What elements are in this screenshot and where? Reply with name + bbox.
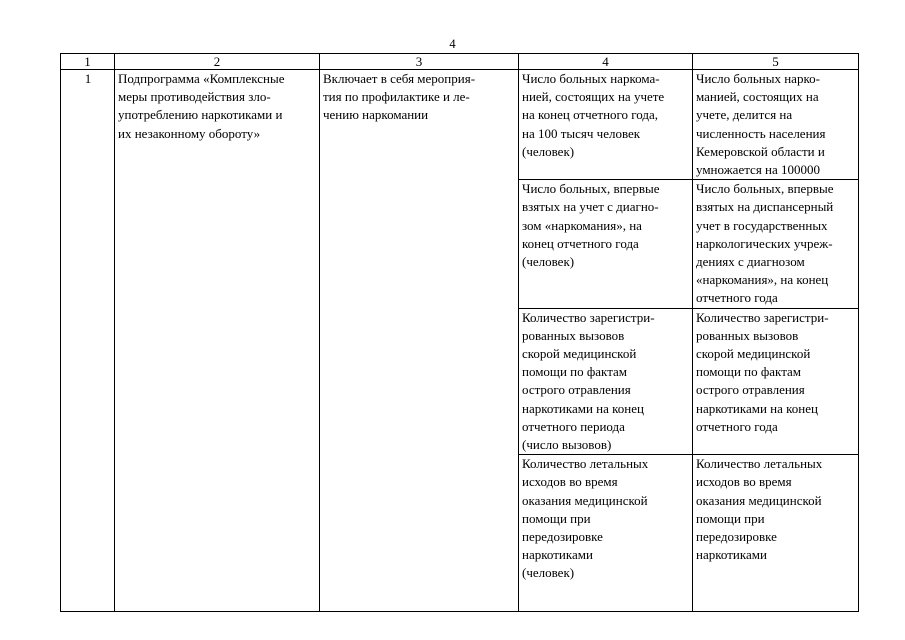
indicators-table <box>60 53 859 612</box>
column-header-1: 1 <box>61 54 115 70</box>
indicator-name-cell: Количество зарегистри- рованных вызовов скорой медицинской помощи по фактам острого отравления наркотиками на конец отчетного периода (число вызовов) <box>519 308 693 455</box>
indicator-method-cell: Число больных нарко- манией, состоящих на учете, делится на численность населения Кемеровской области и умножается на 100000 <box>693 70 859 180</box>
row-number: 1 <box>61 70 115 612</box>
indicator-method-cell: Число больных, впервые взятых на диспансерный учет в государственных наркологических учреж- дениях с диагнозом «наркомания», на конец отчетного года <box>693 180 859 308</box>
indicator-method-cell: Количество зарегистри- рованных вызовов скорой медицинской помощи по фактам острого отравления наркотиками на конец отчетного года <box>693 308 859 455</box>
indicator-method-cell: Количество летальных исходов во время оказания медицинской помощи при передозировке наркотиками <box>693 455 859 612</box>
indicator-name-cell: Число больных, впервые взятых на учет с диагно- зом «наркомания», на конец отчетного года (человек) <box>519 180 693 308</box>
header-row <box>61 54 859 70</box>
column-header-2: 2 <box>115 54 320 70</box>
column-header-5: 5 <box>693 54 859 70</box>
page-number: 4 <box>449 37 456 51</box>
description-cell: Включает в себя мероприя- тия по профилактике и ле- чению наркомании <box>320 70 519 612</box>
column-header-4: 4 <box>519 54 693 70</box>
indicator-name-cell: Число больных наркома- нией, состоящих на учете на конец отчетного года, на 100 тысяч человек (человек) <box>519 70 693 180</box>
indicator-name-cell: Количество летальных исходов во время оказания медицинской помощи при передозировке наркотиками (человек) <box>519 455 693 612</box>
column-header-3: 3 <box>320 54 519 70</box>
table-row <box>61 70 859 180</box>
program-cell: Подпрограмма «Комплексные меры противодействия зло- употреблению наркотиками и их незаконному обороту» <box>115 70 320 612</box>
